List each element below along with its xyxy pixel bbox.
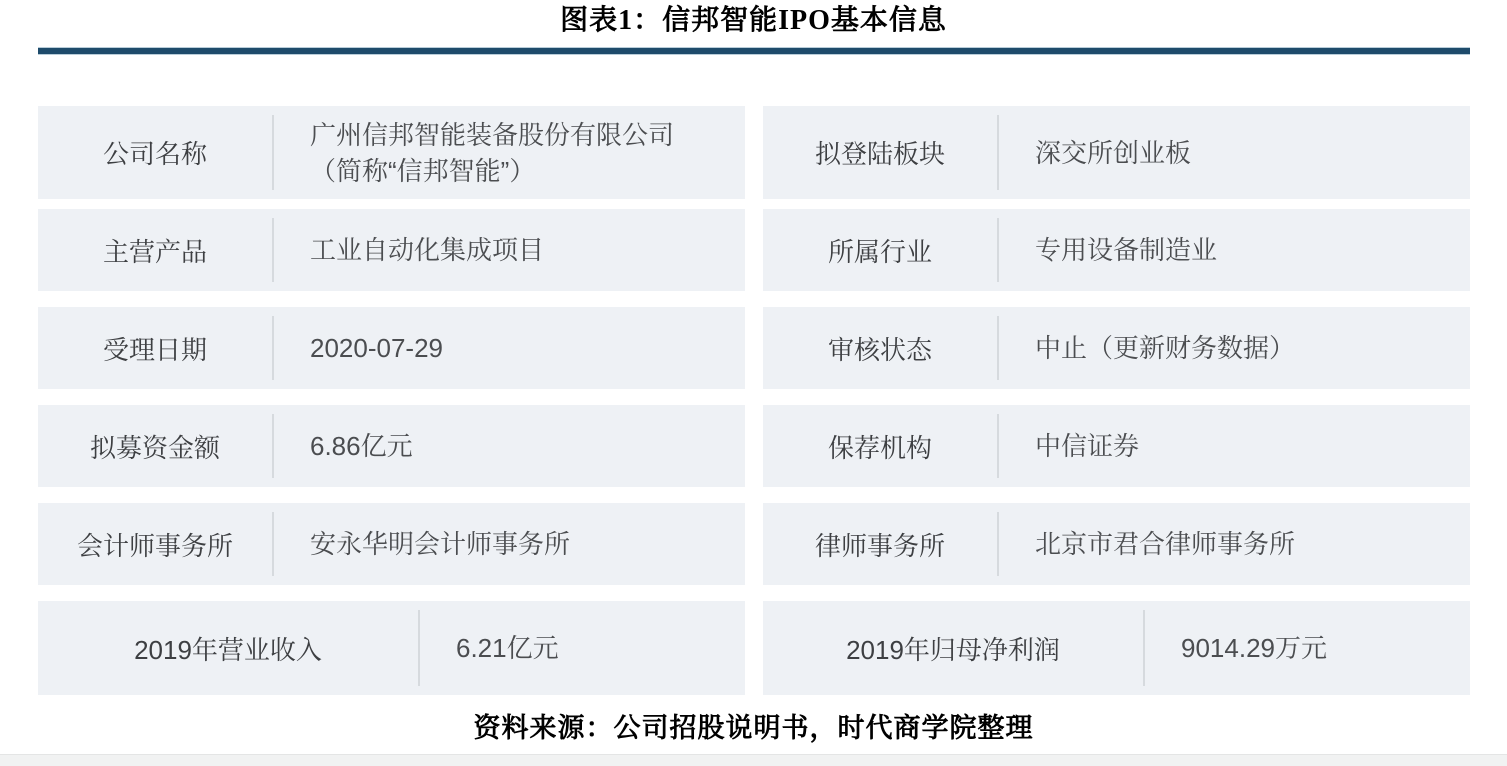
cell-acceptance-date	[38, 307, 745, 389]
cell-company-name	[38, 106, 745, 199]
cell-listing-board	[763, 106, 1470, 199]
field-value: 工业自动化集成项目	[310, 235, 545, 265]
cell-2019-revenue	[38, 601, 745, 695]
field-value: 2020-07-29	[310, 333, 443, 363]
table-row	[38, 503, 1470, 585]
table-row	[38, 307, 1470, 389]
field-label: 会计师事务所	[76, 530, 233, 561]
field-value: 专用设备制造业	[1035, 235, 1218, 265]
cell-sponsor	[763, 405, 1470, 487]
field-value-line1: 广州信邦智能装备股份有限公司	[310, 119, 675, 150]
field-value: 安永华明会计师事务所	[310, 529, 571, 559]
ipo-info-table	[38, 106, 1470, 695]
cell-main-products	[38, 209, 745, 291]
field-label: 2019年营业收入	[134, 634, 322, 665]
field-value: 北京市君合律师事务所	[1035, 529, 1296, 559]
table-row	[38, 601, 1470, 695]
source-note: 资料来源：公司招股说明书，时代商学院整理	[473, 713, 1034, 743]
field-label: 保荐机构	[827, 432, 932, 463]
field-value	[274, 117, 674, 189]
field-label: 所属行业	[827, 236, 932, 267]
field-label: 2019年归母净利润	[846, 634, 1060, 665]
field-value-line2: （简称“信邦智能”）	[310, 155, 536, 186]
field-value: 中信证券	[1035, 431, 1140, 461]
field-label: 律师事务所	[814, 530, 945, 561]
cell-2019-net-profit	[763, 601, 1470, 695]
cell-law-firm	[763, 503, 1470, 585]
cell-industry	[763, 209, 1470, 291]
field-value: 9014.29万元	[1181, 633, 1327, 663]
table-row	[38, 209, 1470, 291]
field-value: 6.86亿元	[310, 431, 413, 461]
cell-planned-raise	[38, 405, 745, 487]
table-row	[38, 106, 1470, 199]
field-label: 主营产品	[102, 236, 207, 267]
cell-accounting-firm	[38, 503, 745, 585]
field-label: 拟募资金额	[89, 432, 220, 463]
cell-review-status	[763, 307, 1470, 389]
field-label: 受理日期	[102, 334, 207, 365]
figure-title: 图表1：信邦智能IPO基本信息	[560, 5, 947, 36]
field-value: 深交所创业板	[1035, 137, 1192, 168]
field-label: 审核状态	[827, 334, 932, 365]
bottom-strip	[0, 754, 1507, 766]
field-value: 中止（更新财务数据）	[1035, 333, 1296, 363]
table-row	[38, 405, 1470, 487]
title-accent-rule	[38, 47, 1470, 55]
field-label: 拟登陆板块	[814, 139, 945, 169]
field-label: 公司名称	[102, 139, 207, 169]
field-value: 6.21亿元	[456, 633, 559, 663]
